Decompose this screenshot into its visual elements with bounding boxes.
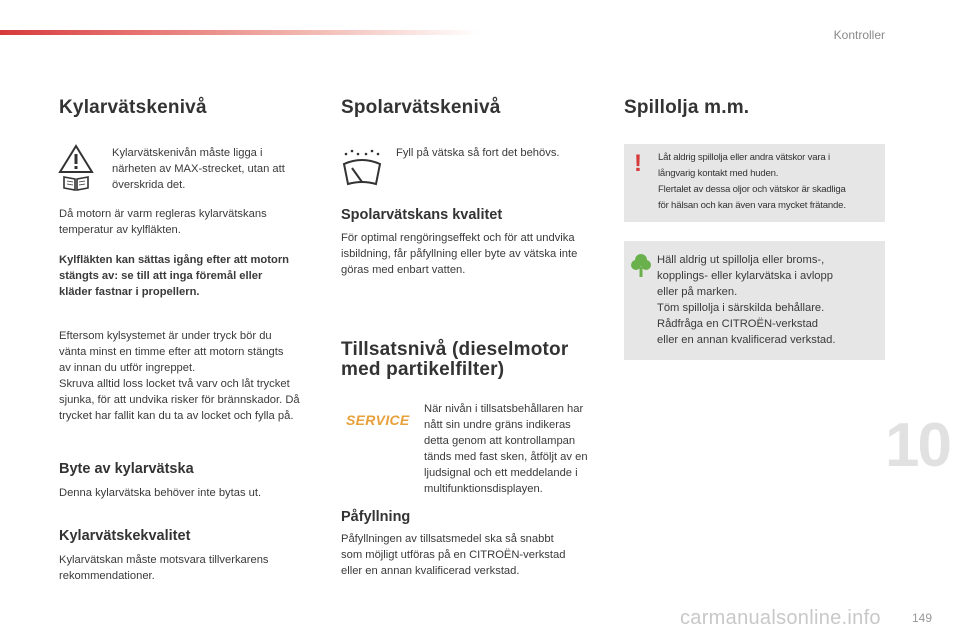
environment-text: Häll aldrig ut spillolja eller broms-, kopplings- eller kylarvätska i avlopp eller på marken. Töm spillolja i särskilda behållare. Rådfråga en CITROËN-verkstad eller en annan kvalificerad verkstad. — [657, 254, 836, 346]
washer-quality-text: För optimal rengöringseffekt och för att undvika isbildning, får påfyllning eller byte av vätska inte göras med enbart vatten. — [341, 232, 578, 276]
coolant-quality-text: Kylarvätskan måste motsvara tillverkarens rekommendationer. — [59, 554, 269, 582]
coolant-level-title: Kylarvätskenivå — [59, 97, 207, 118]
coolant-change-title: Byte av kylarvätska — [59, 461, 194, 477]
header-accent-bar — [0, 30, 480, 35]
tree-icon — [630, 253, 652, 279]
environment-info-box — [624, 241, 885, 360]
refill-title: Påfyllning — [341, 509, 411, 525]
coolant-quality-title: Kylarvätskekvalitet — [59, 528, 191, 544]
chapter-number: 10 — [885, 411, 950, 480]
additive-level-title: Tillsatsnivå (dieselmotor med partikelfilter) — [341, 339, 569, 380]
additive-level-text: När nivån i tillsatsbehållaren har nått sin undre gräns indikeras detta genom att kontrollampan tänds med fast sken, åtföljt av en ljudsignal och ett meddelande i multifunktionsdisplayen. — [424, 403, 588, 495]
warning-text: Låt aldrig spillolja eller andra vätskor vara i långvarig kontakt med huden. Flertalet av dessa oljor och vätskor är skadliga för hälsan och kan även vara mycket frätande. — [658, 152, 846, 211]
refill-text: Påfyllningen av tillsatsmedel ska så snabbt som möjligt utföras på en CITROËN-verkstad eller en annan kvalificerad verkstad. — [341, 533, 566, 577]
watermark: carmanualsonline.info — [680, 607, 881, 629]
warning-box — [624, 144, 885, 222]
exclamation-icon: ! — [634, 150, 642, 177]
coolant-icon-text: Kylarvätskenivån måste ligga i närheten av MAX-strecket, utan att överskrida det. — [112, 147, 285, 191]
washer-icon-text: Fyll på vätska så fort det behövs. — [396, 147, 560, 159]
windscreen-washer-icon — [340, 148, 384, 188]
washer-level-title: Spolarvätskenivå — [341, 97, 501, 118]
coolant-change-text: Denna kylarvätska behöver inte bytas ut. — [59, 487, 262, 499]
coolant-para-1: Då motorn är varm regleras kylarvätskans temperatur av kylfläkten. — [59, 208, 267, 236]
section-label: Kontroller — [833, 28, 885, 42]
washer-quality-title: Spolarvätskans kvalitet — [341, 207, 503, 223]
waste-oil-title: Spillolja m.m. — [624, 97, 750, 118]
service-indicator-label: SERVICE — [346, 412, 410, 428]
coolant-fan-warning: Kylfläkten kan sättas igång efter att motorn stängts av: se till att inga föremål eller kläder fastnar i propellern. — [59, 254, 290, 298]
hazard-manual-icon — [58, 144, 94, 192]
page-number: 149 — [912, 611, 933, 625]
coolant-para-3: Eftersom kylsystemet är under tryck bör du vänta minst en timme efter att motorn stängts av innan du utför ingreppet. Skruva alltid loss locket två varv och låt trycket sjunka, för att undvika risker för brännskador. Då trycket har fallit kan du ta av locket och fylla på. — [59, 330, 300, 422]
